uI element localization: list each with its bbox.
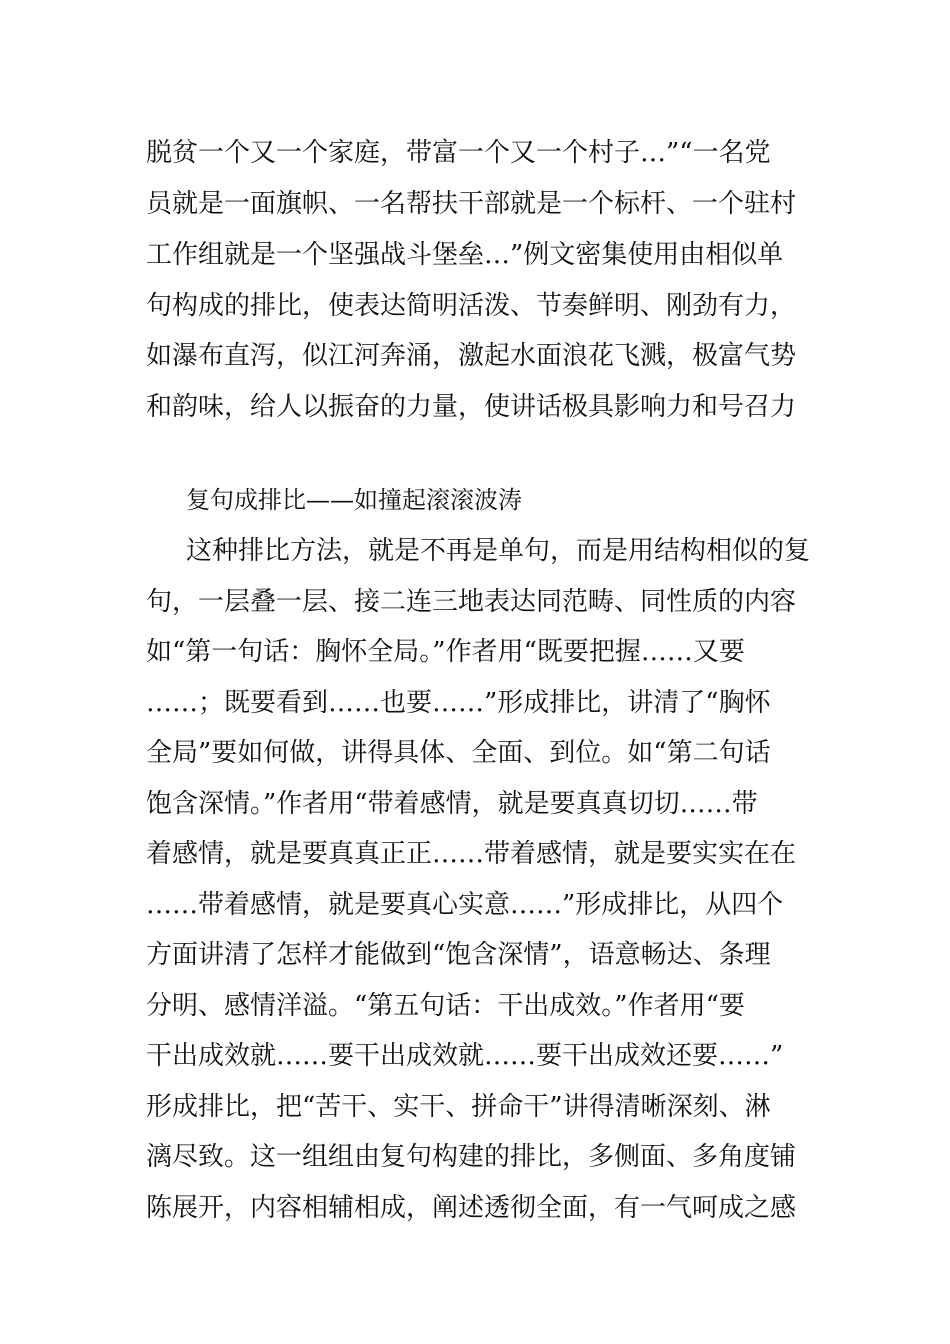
paragraph-2-line-8: ……带着感情，就是要真心实意……”形成排比，从四个 — [146, 890, 784, 920]
paragraph-2-line-9: 方面讲清了怎样才能做到“饱含深情”，语意畅达、条理 — [146, 940, 771, 970]
paragraph-2-line-14: 陈展开，内容相辅相成，阐述透彻全面，有一气呵成之感 — [146, 1193, 797, 1223]
paragraph-2-line-5: 全局”要如何做，讲得具体、全面、到位。如“第二句话 — [146, 738, 771, 768]
paragraph-1-line-3: 工作组就是一个坚强战斗堡垒…”例文密集使用由相似单 — [146, 240, 784, 270]
paragraph-2-line-7: 着感情，就是要真真正正……带着感情，就是要实实在在 — [146, 839, 797, 869]
paragraph-1-line-4: 句构成的排比，使表达简明活泼、节奏鲜明、刚劲有力， — [146, 291, 797, 321]
paragraph-2-line-10: 分明、感情洋溢。“第五句话：干出成效。”作者用“要 — [146, 991, 745, 1021]
paragraph-2-line-11: 干出成效就……要干出成效就……要干出成效还要……” — [146, 1041, 784, 1071]
paragraph-2-line-12: 形成排比，把“苦干、实干、拼命干”讲得清晰深刻、淋 — [146, 1092, 771, 1122]
section-heading: 复句成排比——如撞起滚滚波涛 — [186, 486, 522, 514]
paragraph-1-line-5: 如瀑布直泻，似江河奔涌，激起水面浪花飞溅，极富气势 — [146, 341, 797, 371]
paragraph-2-line-6: 饱含深情。”作者用“带着感情，就是要真真切切……带 — [146, 789, 758, 819]
paragraph-1-line-1: 脱贫一个又一个家庭，带富一个又一个村子…”“一名党 — [146, 138, 771, 168]
paragraph-2-line-1: 这种排比方法，就是不再是单句，而是用结构相似的复 — [186, 536, 811, 566]
paragraph-2-line-4: ……；既要看到……也要……”形成排比，讲清了“胸怀 — [146, 688, 771, 718]
paragraph-2-line-13: 漓尽致。这一组组由复句构建的排比，多侧面、多角度铺 — [146, 1142, 797, 1172]
paragraph-2-line-3: 如“第一句话：胸怀全局。”作者用“既要把握……又要 — [146, 637, 745, 667]
paragraph-2-line-2: 句，一层叠一层、接二连三地表达同范畴、同性质的内容 — [146, 587, 797, 617]
paragraph-1-line-2: 员就是一面旗帜、一名帮扶干部就是一个标杆、一个驻村 — [146, 189, 797, 219]
paragraph-1-line-6: 和韵味，给人以振奋的力量，使讲话极具影响力和号召力 — [146, 392, 797, 422]
